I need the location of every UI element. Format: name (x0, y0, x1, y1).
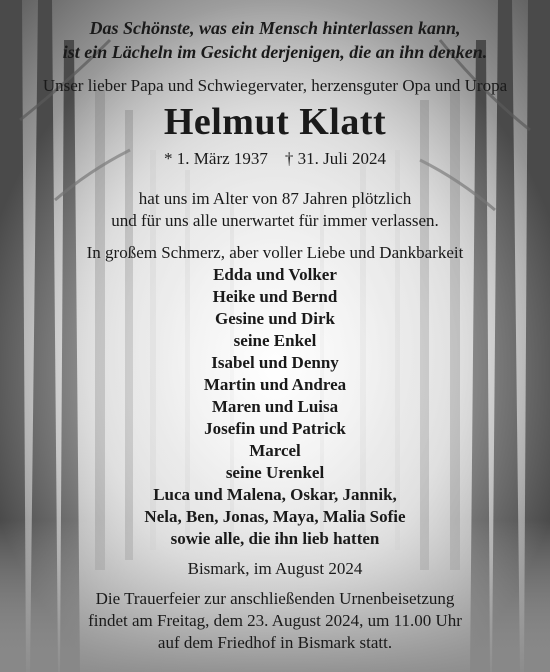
mourner-line: sowie alle, die ihn lieb hatten (170, 529, 380, 548)
deceased-name: Helmut Klatt (163, 101, 387, 143)
funeral-line-2: findet am Freitag, dem 23. August 2024, um 11.00 Uhr (88, 611, 462, 630)
funeral-line-1: Die Trauerfeier zur anschließenden Urnenbeisetzung (95, 589, 455, 608)
intro-text: Unser lieber Papa und Schwiegervater, herzensguter Opa und Uropa (42, 76, 508, 95)
mourner-line: seine Enkel (233, 331, 317, 350)
mourner-line: Gesine und Dirk (215, 309, 335, 328)
life-dates: * 1. März 1937 † 31. Juli 2024 (164, 149, 386, 168)
message-line-1: hat uns im Alter von 87 Jahren plötzlich (138, 189, 412, 208)
mourner-line: Martin und Andrea (203, 375, 347, 394)
motto-line-1: Das Schönste, was ein Mensch hinterlassen kann, (89, 18, 461, 38)
message-line-2: und für uns alle unerwartet für immer verlassen. (111, 211, 439, 230)
mourner-line: Heike und Bernd (212, 287, 338, 306)
grief-line: In großem Schmerz, aber voller Liebe und Dankbarkeit (86, 243, 464, 262)
place-date: Bismark, im August 2024 (187, 559, 363, 578)
mourner-line: Isabel und Denny (211, 353, 339, 372)
mourner-line: Edda und Volker (213, 265, 337, 284)
mourner-line: Luca und Malena, Oskar, Jannik, (153, 485, 397, 504)
motto-line-2: ist ein Lächeln im Gesicht derjenigen, die an ihn denken. (62, 42, 488, 62)
mourner-line: Nela, Ben, Jonas, Maya, Malia Sofie (144, 507, 406, 526)
mourner-line: Marcel (249, 441, 301, 460)
funeral-line-3: auf dem Friedhof in Bismark statt. (157, 633, 393, 652)
mourner-line: Maren und Luisa (211, 397, 339, 416)
mourner-line: Josefin und Patrick (204, 419, 346, 438)
mourner-line: seine Urenkel (225, 463, 325, 482)
